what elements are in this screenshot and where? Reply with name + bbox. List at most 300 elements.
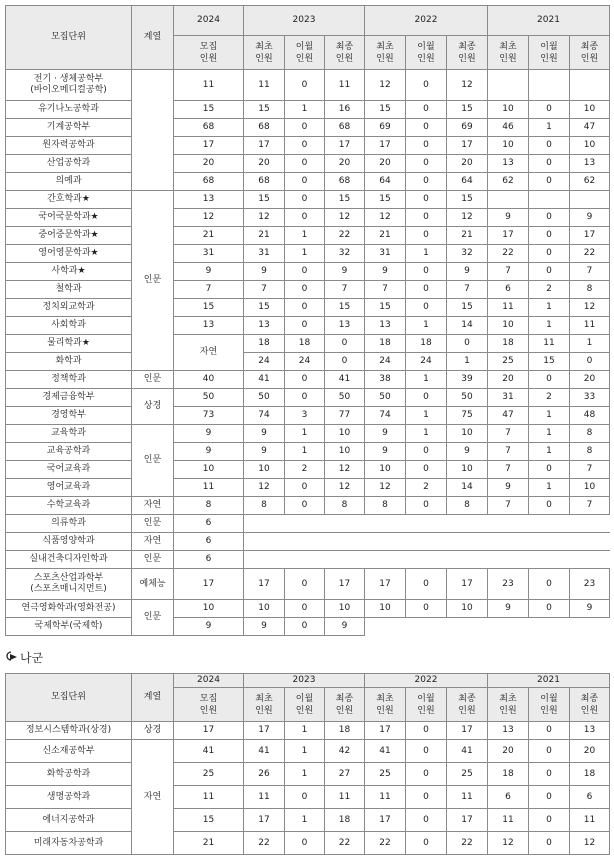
value-cell: 17 xyxy=(488,227,529,245)
value-cell: 0 xyxy=(406,263,447,281)
value-cell: 47 xyxy=(570,119,610,137)
value-cell: 15 xyxy=(244,101,285,119)
value-cell: 9 xyxy=(488,479,529,497)
value-cell: 64 xyxy=(365,173,406,191)
value-cell: 7 xyxy=(325,281,365,299)
value-cell: 13 xyxy=(570,155,610,173)
value-cell: 1 xyxy=(406,317,447,335)
value-cell: 17 xyxy=(174,722,244,740)
header-year-2023: 2023 xyxy=(244,674,365,688)
value-cell: 0 xyxy=(529,209,570,227)
value-cell: 2 xyxy=(529,281,570,299)
value-cell: 6 xyxy=(570,786,610,809)
table-row xyxy=(6,371,610,389)
value-cell: 11 xyxy=(244,70,285,101)
value-cell: 0 xyxy=(406,191,447,209)
value-cell: 9 xyxy=(174,263,244,281)
table-row xyxy=(6,407,610,425)
track-cell: 인문 xyxy=(132,425,174,497)
value-cell: 13 xyxy=(174,317,244,335)
table-row xyxy=(6,227,610,245)
value-cell: 15 xyxy=(365,299,406,317)
value-cell: 1 xyxy=(447,353,488,371)
value-cell: 18 xyxy=(365,335,406,353)
value-cell: 68 xyxy=(244,119,285,137)
table-row xyxy=(6,786,610,809)
value-cell: 24 xyxy=(406,353,447,371)
unit-name: 간호학과★ xyxy=(6,191,132,209)
value-cell: 22 xyxy=(365,832,406,855)
value-cell: 0 xyxy=(285,209,325,227)
table-row xyxy=(6,722,610,740)
header-unit: 모집단위 xyxy=(6,674,132,722)
header-year-2024: 2024 xyxy=(174,6,244,36)
value-cell: 0 xyxy=(529,740,570,763)
subheader-2: 이월 인원 xyxy=(285,688,325,722)
subheader-9: 최종 인원 xyxy=(570,688,610,722)
unit-name: 의예과 xyxy=(6,173,132,191)
value-cell: 75 xyxy=(447,407,488,425)
value-cell: 3 xyxy=(285,407,325,425)
value-cell: 7 xyxy=(174,281,244,299)
value-cell: 15 xyxy=(174,809,244,832)
value-cell: 12 xyxy=(570,832,610,855)
header-year-2021: 2021 xyxy=(488,674,610,688)
value-cell: 1 xyxy=(406,371,447,389)
value-cell: 0 xyxy=(529,461,570,479)
value-cell: 0 xyxy=(406,809,447,832)
value-cell: 1 xyxy=(406,407,447,425)
value-cell: 50 xyxy=(244,389,285,407)
value-cell: 40 xyxy=(174,371,244,389)
subheader-0: 모집 인원 xyxy=(174,688,244,722)
track-cell: 예체능 xyxy=(132,569,174,600)
value-cell: 9 xyxy=(244,618,285,636)
value-cell: 62 xyxy=(488,173,529,191)
table-row xyxy=(6,281,610,299)
value-cell: 15 xyxy=(174,101,244,119)
subheader-5: 이월 인원 xyxy=(406,688,447,722)
section-na-group xyxy=(6,651,43,665)
value-cell: 33 xyxy=(570,389,610,407)
value-cell: 10 xyxy=(325,600,365,618)
subheader-1: 최초 인원 xyxy=(244,688,285,722)
value-cell: 18 xyxy=(244,335,285,353)
value-cell: 0 xyxy=(406,443,447,461)
value-cell: 0 xyxy=(406,119,447,137)
header-year-2022: 2022 xyxy=(365,674,488,688)
header-track: 계열 xyxy=(132,6,174,70)
value-cell: 17 xyxy=(174,569,244,600)
value-cell: 1 xyxy=(285,245,325,263)
value-cell: 13 xyxy=(325,317,365,335)
value-cell: 0 xyxy=(285,137,325,155)
value-cell: 7 xyxy=(488,461,529,479)
value-cell: 32 xyxy=(447,245,488,263)
value-cell: 9 xyxy=(447,443,488,461)
value-cell: 15 xyxy=(447,191,488,209)
value-cell: 1 xyxy=(406,245,447,263)
value-cell: 23 xyxy=(488,569,529,600)
value-cell: 15 xyxy=(529,353,570,371)
value-cell: 6 xyxy=(488,281,529,299)
value-cell: 50 xyxy=(325,389,365,407)
value-cell: 11 xyxy=(325,786,365,809)
value-cell: 0 xyxy=(529,155,570,173)
header-year-2021: 2021 xyxy=(488,6,610,36)
value-cell: 12 xyxy=(244,209,285,227)
value-cell: 0 xyxy=(529,600,570,618)
value-cell: 1 xyxy=(529,299,570,317)
unit-name: 화학과 xyxy=(6,353,132,371)
value-cell: 15 xyxy=(244,191,285,209)
subheader-9: 최종 인원 xyxy=(570,36,610,70)
value-cell: 10 xyxy=(244,600,285,618)
track-cell: 인문 xyxy=(132,600,174,636)
value-cell: 17 xyxy=(365,569,406,600)
value-cell: 12 xyxy=(244,479,285,497)
value-cell: 0 xyxy=(529,371,570,389)
value-cell: 13 xyxy=(488,722,529,740)
unit-name: 원자력공학과 xyxy=(6,137,132,155)
value-cell: 0 xyxy=(285,371,325,389)
value-cell: 62 xyxy=(570,173,610,191)
subheader-5: 이월 인원 xyxy=(406,36,447,70)
value-cell: 0 xyxy=(285,155,325,173)
value-cell: 12 xyxy=(325,209,365,227)
unit-name: 국어국문학과★ xyxy=(6,209,132,227)
value-cell: 11 xyxy=(570,809,610,832)
table-row xyxy=(6,832,610,855)
value-cell: 25 xyxy=(174,763,244,786)
value-cell: 0 xyxy=(529,763,570,786)
value-cell: 0 xyxy=(406,786,447,809)
table-row xyxy=(6,533,610,551)
table-row xyxy=(6,425,610,443)
value-cell: 68 xyxy=(325,173,365,191)
value-cell: 0 xyxy=(529,497,570,515)
value-cell: 69 xyxy=(447,119,488,137)
value-cell: 8 xyxy=(174,497,244,515)
value-cell: 15 xyxy=(325,299,365,317)
value-cell: 7 xyxy=(570,263,610,281)
header-year-2023: 2023 xyxy=(244,6,365,36)
value-cell: 21 xyxy=(244,227,285,245)
value-cell: 0 xyxy=(529,832,570,855)
empty-cell xyxy=(529,70,570,101)
value-cell: 64 xyxy=(447,173,488,191)
table-row xyxy=(6,443,610,461)
value-cell: 20 xyxy=(447,155,488,173)
value-cell: 6 xyxy=(174,515,244,533)
value-cell: 17 xyxy=(570,227,610,245)
value-cell: 46 xyxy=(488,119,529,137)
value-cell: 10 xyxy=(447,600,488,618)
value-cell: 17 xyxy=(244,722,285,740)
value-cell: 12 xyxy=(365,209,406,227)
value-cell: 15 xyxy=(365,101,406,119)
table-row xyxy=(6,618,610,636)
value-cell: 10 xyxy=(325,425,365,443)
value-cell: 0 xyxy=(529,809,570,832)
value-cell: 10 xyxy=(488,101,529,119)
value-cell: 13 xyxy=(570,722,610,740)
value-cell: 8 xyxy=(365,497,406,515)
unit-name: 국어교육과 xyxy=(6,461,132,479)
value-cell: 42 xyxy=(325,740,365,763)
value-cell: 2 xyxy=(529,389,570,407)
value-cell: 17 xyxy=(447,722,488,740)
value-cell: 1 xyxy=(529,443,570,461)
value-cell: 8 xyxy=(244,497,285,515)
value-cell: 11 xyxy=(488,299,529,317)
value-cell: 9 xyxy=(488,600,529,618)
value-cell: 0 xyxy=(285,389,325,407)
value-cell: 7 xyxy=(488,263,529,281)
value-cell: 2 xyxy=(406,479,447,497)
unit-name: 중어중문학과★ xyxy=(6,227,132,245)
table-row xyxy=(6,497,610,515)
value-cell: 31 xyxy=(365,245,406,263)
value-cell: 17 xyxy=(244,569,285,600)
value-cell: 17 xyxy=(365,809,406,832)
section-title: 나군 xyxy=(20,651,44,665)
value-cell: 11 xyxy=(244,786,285,809)
value-cell: 10 xyxy=(570,101,610,119)
value-cell: 38 xyxy=(365,371,406,389)
unit-name: 의류학과 xyxy=(6,515,132,533)
value-cell: 68 xyxy=(174,173,244,191)
table-row xyxy=(6,209,610,227)
value-cell: 16 xyxy=(325,101,365,119)
value-cell: 17 xyxy=(244,137,285,155)
header-year-2024: 2024 xyxy=(174,674,244,688)
value-cell: 17 xyxy=(447,137,488,155)
table-row xyxy=(6,335,610,353)
value-cell: 7 xyxy=(488,425,529,443)
unit-name: 유기나노공학과 xyxy=(6,101,132,119)
value-cell: 1 xyxy=(529,479,570,497)
track-cell: 자연 xyxy=(132,740,174,855)
subheader-3: 최종 인원 xyxy=(325,36,365,70)
unit-name: 물리학과★ xyxy=(6,335,132,353)
table-row xyxy=(6,389,610,407)
unit-name: 기계공학부 xyxy=(6,119,132,137)
value-cell: 0 xyxy=(285,832,325,855)
value-cell: 1 xyxy=(285,763,325,786)
value-cell: 31 xyxy=(174,245,244,263)
value-cell: 18 xyxy=(325,809,365,832)
value-cell: 0 xyxy=(529,263,570,281)
value-cell: 20 xyxy=(570,740,610,763)
value-cell: 18 xyxy=(488,335,529,353)
value-cell: 0 xyxy=(285,600,325,618)
value-cell: 14 xyxy=(447,317,488,335)
subheader-0: 모집 인원 xyxy=(174,36,244,70)
table-ga-group xyxy=(5,5,610,636)
value-cell: 11 xyxy=(447,786,488,809)
subheader-7: 최초 인원 xyxy=(488,688,529,722)
value-cell: 1 xyxy=(285,101,325,119)
value-cell: 17 xyxy=(365,722,406,740)
subheader-8: 이월 인원 xyxy=(529,36,570,70)
empty-cell xyxy=(488,191,529,209)
arrow-right-hook-icon xyxy=(6,651,20,665)
unit-name: 철학과 xyxy=(6,281,132,299)
unit-name: 정치외교학과 xyxy=(6,299,132,317)
value-cell: 8 xyxy=(570,443,610,461)
table-row xyxy=(6,740,610,763)
empty-cell xyxy=(244,551,610,569)
value-cell: 1 xyxy=(529,425,570,443)
value-cell: 10 xyxy=(488,137,529,155)
value-cell: 48 xyxy=(570,407,610,425)
table-row xyxy=(6,137,610,155)
unit-name: 미래자동차공학과 xyxy=(6,832,132,855)
empty-cell xyxy=(488,70,529,101)
value-cell: 0 xyxy=(406,70,447,101)
table-row xyxy=(6,515,610,533)
value-cell: 7 xyxy=(488,497,529,515)
value-cell: 10 xyxy=(365,461,406,479)
value-cell: 68 xyxy=(174,119,244,137)
unit-name: 신소재공학부 xyxy=(6,740,132,763)
track-cell: 인문 xyxy=(132,371,174,389)
value-cell: 0 xyxy=(285,497,325,515)
value-cell: 12 xyxy=(365,70,406,101)
value-cell: 11 xyxy=(325,70,365,101)
value-cell: 77 xyxy=(325,407,365,425)
value-cell: 21 xyxy=(365,227,406,245)
unit-name: 영어교육과 xyxy=(6,479,132,497)
value-cell: 41 xyxy=(244,371,285,389)
value-cell: 41 xyxy=(325,371,365,389)
value-cell: 9 xyxy=(174,618,244,636)
value-cell: 10 xyxy=(447,461,488,479)
track-cell xyxy=(132,70,174,191)
value-cell: 22 xyxy=(325,227,365,245)
value-cell: 24 xyxy=(285,353,325,371)
value-cell: 0 xyxy=(325,335,365,353)
track-cell: 자연 xyxy=(132,533,174,551)
value-cell: 11 xyxy=(488,809,529,832)
value-cell: 0 xyxy=(285,191,325,209)
value-cell: 18 xyxy=(570,763,610,786)
value-cell: 0 xyxy=(406,722,447,740)
value-cell: 0 xyxy=(529,722,570,740)
value-cell: 31 xyxy=(244,245,285,263)
value-cell: 41 xyxy=(244,740,285,763)
value-cell: 0 xyxy=(529,101,570,119)
value-cell: 0 xyxy=(406,461,447,479)
table-row xyxy=(6,479,610,497)
value-cell: 14 xyxy=(447,479,488,497)
value-cell: 9 xyxy=(365,425,406,443)
value-cell: 1 xyxy=(285,227,325,245)
value-cell: 26 xyxy=(244,763,285,786)
value-cell: 0 xyxy=(285,299,325,317)
value-cell: 68 xyxy=(325,119,365,137)
unit-name: 사학과★ xyxy=(6,263,132,281)
value-cell: 15 xyxy=(325,191,365,209)
value-cell: 73 xyxy=(174,407,244,425)
value-cell: 0 xyxy=(406,832,447,855)
value-cell: 10 xyxy=(325,443,365,461)
value-cell: 9 xyxy=(244,425,285,443)
value-cell: 0 xyxy=(285,786,325,809)
subheader-3: 최종 인원 xyxy=(325,688,365,722)
value-cell: 22 xyxy=(570,245,610,263)
unit-name: 교육공학과 xyxy=(6,443,132,461)
empty-cell xyxy=(365,618,610,636)
empty-cell xyxy=(244,515,610,533)
value-cell: 1 xyxy=(285,425,325,443)
unit-name: 화학공학과 xyxy=(6,763,132,786)
value-cell: 9 xyxy=(447,263,488,281)
value-cell: 0 xyxy=(285,618,325,636)
unit-name: 정책학과 xyxy=(6,371,132,389)
value-cell: 15 xyxy=(447,101,488,119)
value-cell: 15 xyxy=(447,299,488,317)
value-cell: 12 xyxy=(325,461,365,479)
value-cell: 20 xyxy=(325,155,365,173)
value-cell: 0 xyxy=(406,209,447,227)
unit-name: 정보시스템학과(상경) xyxy=(6,722,132,740)
value-cell: 1 xyxy=(285,809,325,832)
value-cell: 15 xyxy=(174,299,244,317)
value-cell: 32 xyxy=(325,245,365,263)
value-cell: 41 xyxy=(447,740,488,763)
value-cell: 41 xyxy=(365,740,406,763)
value-cell: 11 xyxy=(174,70,244,101)
value-cell: 1 xyxy=(285,722,325,740)
subheader-2: 이월 인원 xyxy=(285,36,325,70)
value-cell: 24 xyxy=(365,353,406,371)
unit-name: 산업공학과 xyxy=(6,155,132,173)
value-cell: 9 xyxy=(488,209,529,227)
unit-name: 에너지공학과 xyxy=(6,809,132,832)
table-row xyxy=(6,119,610,137)
value-cell: 13 xyxy=(244,317,285,335)
value-cell: 0 xyxy=(285,479,325,497)
value-cell: 12 xyxy=(365,479,406,497)
table-row xyxy=(6,600,610,618)
value-cell: 22 xyxy=(488,245,529,263)
value-cell: 22 xyxy=(244,832,285,855)
value-cell: 15 xyxy=(244,299,285,317)
value-cell: 17 xyxy=(325,569,365,600)
value-cell: 0 xyxy=(406,281,447,299)
unit-name: 영어영문학과★ xyxy=(6,245,132,263)
value-cell: 9 xyxy=(174,425,244,443)
value-cell: 0 xyxy=(570,353,610,371)
value-cell: 13 xyxy=(488,155,529,173)
value-cell: 0 xyxy=(529,786,570,809)
value-cell: 10 xyxy=(488,317,529,335)
track-cell: 인문 xyxy=(132,551,174,569)
value-cell: 18 xyxy=(325,722,365,740)
unit-name: 사회학과 xyxy=(6,317,132,335)
value-cell: 39 xyxy=(447,371,488,389)
header-unit: 모집단위 xyxy=(6,6,132,70)
value-cell: 10 xyxy=(570,137,610,155)
value-cell: 9 xyxy=(244,263,285,281)
subheader-6: 최종 인원 xyxy=(447,36,488,70)
value-cell: 11 xyxy=(570,317,610,335)
track-cell: 상경 xyxy=(132,389,174,425)
table-row xyxy=(6,809,610,832)
value-cell: 22 xyxy=(447,832,488,855)
